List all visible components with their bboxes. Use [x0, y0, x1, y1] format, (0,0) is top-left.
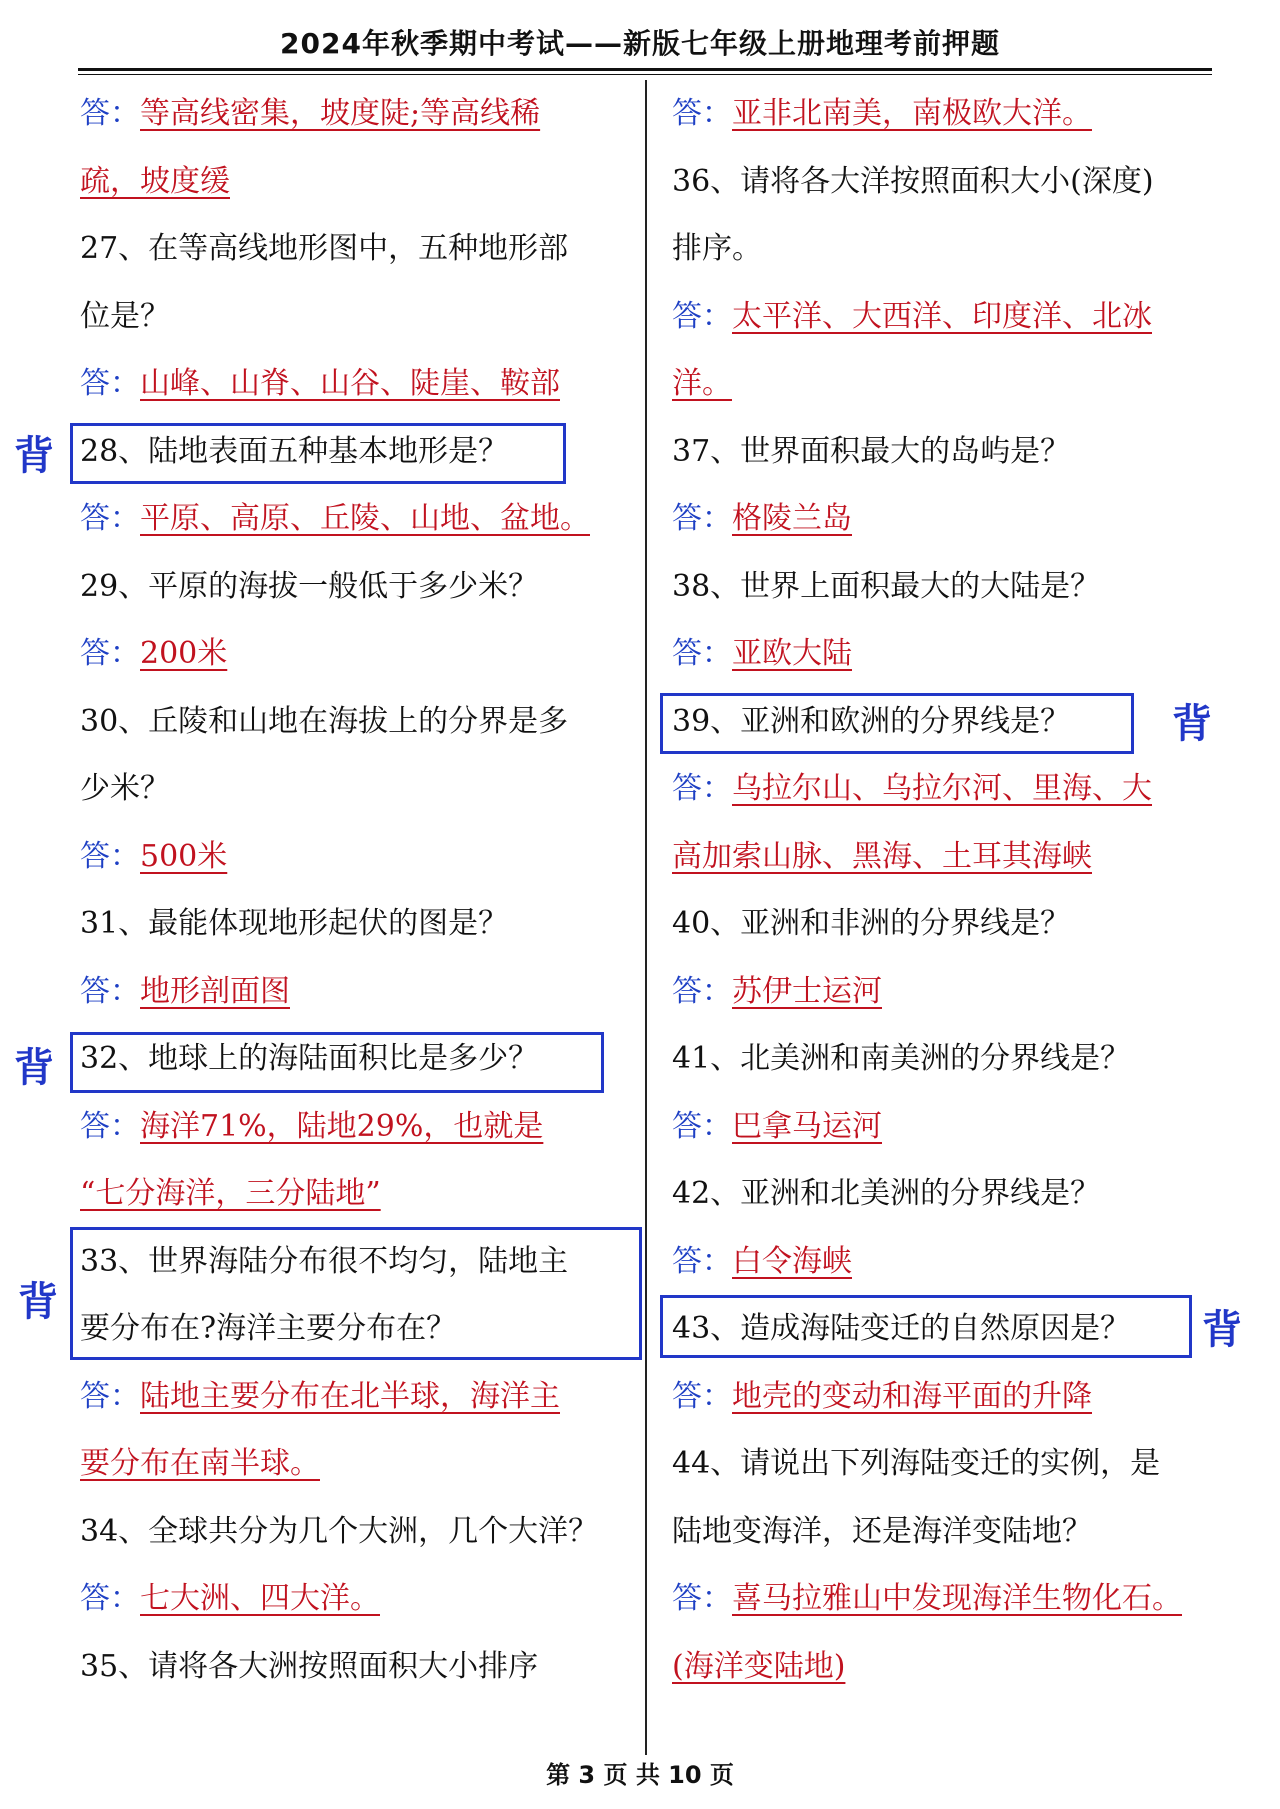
answer-text: 苏伊士运河 [732, 973, 882, 1009]
answer-text: 山峰、山脊、山谷、陡崖、鞍部 [140, 366, 560, 401]
answer-text: 高加索山脉、黑海、土耳其海峡 [672, 838, 1092, 874]
answer-prefix: 答： [80, 501, 140, 536]
question-line [672, 1430, 1232, 1498]
answer-text: 平原、高原、丘陵、山地、盆地。 [140, 501, 590, 536]
answer-text: 陆地主要分布在北半球，海洋主 [140, 1378, 560, 1414]
answer-line [80, 620, 640, 688]
question-text: 41、北美洲和南美洲的分界线是？ [672, 1041, 1131, 1076]
answer-prefix: 答： [80, 838, 140, 874]
answer-text: 要分布在南半球。 [80, 1446, 320, 1481]
question-line [672, 215, 1232, 283]
memorize-box-q33 [70, 1227, 642, 1360]
memorize-box-q39 [660, 693, 1134, 754]
answer-prefix: 答： [80, 1581, 140, 1616]
question-line [80, 755, 640, 823]
answer-line [80, 80, 640, 148]
answer-prefix: 答： [672, 501, 732, 536]
memorize-box-q43 [660, 1295, 1192, 1358]
answer-line [672, 485, 1232, 553]
answer-prefix: 答： [672, 771, 732, 806]
memorize-box-q28 [70, 423, 566, 484]
question-text: 42、亚洲和北美洲的分界线是？ [672, 1176, 1101, 1211]
question-text: 40、亚洲和非洲的分界线是？ [672, 906, 1071, 941]
column-divider [645, 80, 647, 1755]
question-text: 要分布在?海洋主要分布在？ [80, 1311, 457, 1346]
answer-text: 地壳的变动和海平面的升降 [732, 1378, 1092, 1414]
answer-text: 200米 [140, 636, 228, 671]
question-line [672, 1498, 1232, 1566]
answer-prefix: 答： [80, 1108, 140, 1144]
answer-line [80, 1565, 640, 1633]
page-header-title: 2024年秋季期中考试——新版七年级上册地理考前押题 [280, 27, 1000, 60]
answer-line [80, 350, 640, 418]
memorize-mark-q43: 背 [1202, 1307, 1242, 1353]
answer-prefix: 答： [80, 1378, 140, 1414]
memorize-box-q32 [70, 1032, 604, 1093]
question-text: 35、请将各大洲按照面积大小排序 [80, 1648, 539, 1684]
question-line [80, 1633, 640, 1701]
question-text: 39、亚洲和欧洲的分界线是？ [672, 703, 1071, 739]
answer-text: 乌拉尔山、乌拉尔河、里海、大 [732, 771, 1152, 806]
answer-text: 洋。 [672, 366, 732, 401]
answer-line [672, 823, 1232, 891]
question-line [672, 1025, 1232, 1093]
question-text: 32、地球上的海陆面积比是多少？ [80, 1041, 539, 1076]
answer-prefix: 答： [672, 96, 732, 131]
answer-text: 地形剖面图 [140, 973, 290, 1009]
answer-line [672, 755, 1232, 823]
right-column [672, 80, 1232, 1700]
answer-line [672, 283, 1232, 351]
answer-text: 太平洋、大西洋、印度洋、北冰 [732, 298, 1152, 334]
answer-line [80, 823, 640, 891]
answer-line [80, 958, 640, 1026]
answer-line [80, 485, 640, 553]
memorize-mark-q28: 背 [14, 433, 54, 479]
answer-line [672, 350, 1232, 418]
answer-prefix: 答： [672, 298, 732, 334]
question-text: 36、请将各大洋按照面积大小(深度) [672, 163, 1154, 199]
answer-line [672, 1633, 1232, 1701]
answer-prefix: 答： [672, 636, 732, 671]
answer-text: 亚欧大陆 [732, 636, 852, 671]
question-text: 30、丘陵和山地在海拔上的分界是多 [80, 703, 569, 739]
question-line [672, 890, 1232, 958]
answer-prefix: 答： [672, 1108, 732, 1144]
answer-text: 海洋71%，陆地29%，也就是 [140, 1108, 544, 1144]
question-text: 少米？ [80, 771, 170, 806]
answer-text: 亚非北南美，南极欧大洋。 [732, 96, 1092, 131]
question-line [80, 688, 640, 756]
question-text: 37、世界面积最大的岛屿是？ [672, 433, 1071, 469]
answer-text: “七分海洋，三分陆地” [80, 1176, 381, 1211]
answer-line [672, 1363, 1232, 1431]
question-line [80, 553, 640, 621]
question-text: 排序。 [672, 231, 762, 266]
page-footer: 第 3 页 共 10 页 [546, 1761, 734, 1789]
answer-text: 500米 [140, 838, 228, 874]
question-line [672, 1160, 1232, 1228]
question-text: 27、在等高线地形图中，五种地形部 [80, 231, 569, 266]
memorize-mark-q33: 背 [18, 1279, 58, 1325]
answer-line [80, 1160, 640, 1228]
answer-prefix: 答： [80, 96, 140, 131]
answer-text: 巴拿马运河 [732, 1108, 882, 1144]
answer-line [672, 1228, 1232, 1296]
question-text: 28、陆地表面五种基本地形是？ [80, 433, 509, 469]
question-text: 34、全球共分为几个大洲，几个大洋？ [80, 1513, 599, 1549]
question-text: 位是？ [80, 298, 170, 334]
answer-text: 疏，坡度缓 [80, 163, 230, 199]
answer-line [80, 1430, 640, 1498]
question-line [80, 890, 640, 958]
answer-prefix: 答： [672, 1378, 732, 1414]
memorize-mark-q39: 背 [1172, 701, 1212, 747]
question-text: 29、平原的海拔一般低于多少米？ [80, 568, 539, 604]
answer-line [672, 80, 1232, 148]
answer-text: 七大洲、四大洋。 [140, 1581, 380, 1616]
question-line [80, 1498, 640, 1566]
answer-line [80, 148, 640, 216]
answer-text: 白令海峡 [732, 1243, 852, 1279]
answer-line [672, 1093, 1232, 1161]
answer-prefix: 答： [672, 1243, 732, 1279]
answer-text: (海洋变陆地) [672, 1648, 846, 1684]
header-rule-thick [78, 68, 1212, 71]
answer-line [672, 958, 1232, 1026]
question-text: 陆地变海洋，还是海洋变陆地？ [672, 1513, 1092, 1549]
answer-line [672, 620, 1232, 688]
answer-prefix: 答： [672, 973, 732, 1009]
answer-prefix: 答： [80, 973, 140, 1009]
question-text: 33、世界海陆分布很不均匀，陆地主 [80, 1243, 569, 1279]
question-line [672, 148, 1232, 216]
answer-text: 喜马拉雅山中发现海洋生物化石。 [732, 1581, 1182, 1616]
answer-text: 等高线密集，坡度陡;等高线稀 [140, 96, 541, 131]
question-text: 38、世界上面积最大的大陆是？ [672, 568, 1101, 604]
answer-prefix: 答： [672, 1581, 732, 1616]
question-line [80, 215, 640, 283]
question-line [80, 283, 640, 351]
answer-prefix: 答： [80, 366, 140, 401]
answer-line [672, 1565, 1232, 1633]
question-line [672, 418, 1232, 486]
question-text: 31、最能体现地形起伏的图是？ [80, 906, 509, 941]
question-text: 44、请说出下列海陆变迁的实例，是 [672, 1446, 1161, 1481]
answer-line [80, 1363, 640, 1431]
question-line [672, 553, 1232, 621]
answer-line [80, 1093, 640, 1161]
answer-prefix: 答： [80, 636, 140, 671]
left-column [80, 80, 640, 1700]
memorize-mark-q32: 背 [14, 1045, 54, 1091]
header-rule-thin [78, 74, 1212, 75]
answer-text: 格陵兰岛 [732, 501, 852, 536]
question-text: 43、造成海陆变迁的自然原因是？ [672, 1311, 1131, 1346]
